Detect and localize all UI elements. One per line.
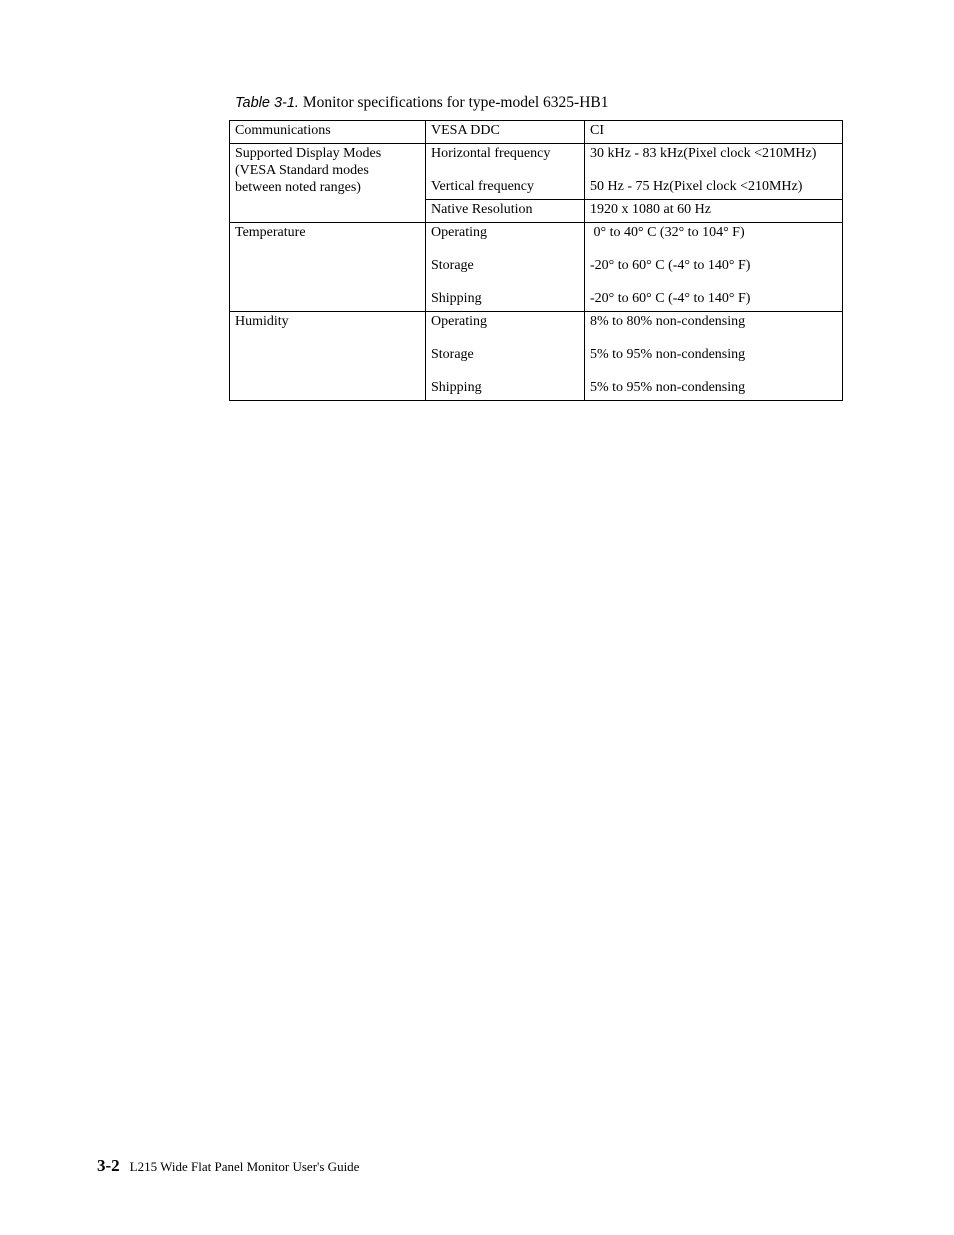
- spec-value: -20° to 60° C (-4° to 140° F): [590, 291, 751, 306]
- spec-category-cell: [230, 144, 426, 223]
- table-row-humidity: [230, 312, 843, 401]
- spec-parameter: Horizontal frequency: [431, 146, 551, 161]
- spec-parameter: Vertical frequency: [431, 179, 534, 194]
- spec-parameter: Shipping: [431, 291, 482, 306]
- page-number: 3-2: [97, 1156, 120, 1175]
- spec-value-cell: [585, 200, 843, 223]
- spec-value: 1920 x 1080 at 60 Hz: [590, 202, 711, 217]
- table-caption-text: Monitor specifications for type-model 6325-HB1: [298, 94, 609, 111]
- spec-category-cell: [230, 121, 426, 144]
- spec-value-cell: [585, 121, 843, 144]
- spec-value: -20° to 60° C (-4° to 140° F): [590, 258, 751, 273]
- spec-value-cell: [585, 312, 843, 401]
- spec-parameter: Native Resolution: [431, 202, 533, 217]
- spec-parameter: Storage: [431, 258, 474, 273]
- spec-value-cell: [585, 144, 843, 200]
- spec-value: 50 Hz - 75 Hz(Pixel clock <210MHz): [590, 179, 803, 194]
- spec-value-cell: [585, 223, 843, 312]
- spec-value: 30 kHz - 83 kHz(Pixel clock <210MHz): [590, 146, 817, 161]
- spec-parameter: Storage: [431, 347, 474, 362]
- spec-parameter: VESA DDC: [431, 123, 500, 138]
- spec-value: CI: [590, 123, 604, 138]
- table-caption: [235, 94, 608, 112]
- page-footer: [97, 1156, 359, 1176]
- spec-value: 8% to 80% non-condensing: [590, 314, 746, 329]
- spec-category: Supported Display Modes: [235, 146, 382, 161]
- spec-category-cell: [230, 312, 426, 401]
- spec-parameter: Shipping: [431, 380, 482, 395]
- spec-category-note: between noted ranges): [235, 180, 361, 195]
- spec-parameter: Operating: [431, 225, 487, 240]
- table-row-display-modes: [230, 144, 843, 200]
- monitor-spec-table: [229, 120, 843, 401]
- document-title: L215 Wide Flat Panel Monitor User's Guide: [129, 1159, 360, 1174]
- spec-category: Communications: [235, 123, 331, 138]
- spec-category-note: (VESA Standard modes: [235, 163, 369, 178]
- table-row-temperature: [230, 223, 843, 312]
- spec-parameter-cell: [426, 144, 585, 200]
- table-caption-label: Table 3-1.: [235, 95, 299, 111]
- spec-parameter-cell: [426, 121, 585, 144]
- spec-parameter-cell: [426, 200, 585, 223]
- spec-category: Temperature: [235, 225, 306, 240]
- spec-parameter-cell: [426, 223, 585, 312]
- spec-value: 5% to 95% non-condensing: [590, 347, 746, 362]
- spec-value: 0° to 40° C (32° to 104° F): [590, 225, 745, 240]
- spec-value: 5% to 95% non-condensing: [590, 380, 746, 395]
- table-row-communications: [230, 121, 843, 144]
- spec-category-cell: [230, 223, 426, 312]
- spec-parameter-cell: [426, 312, 585, 401]
- spec-parameter: Operating: [431, 314, 487, 329]
- spec-category: Humidity: [235, 314, 289, 329]
